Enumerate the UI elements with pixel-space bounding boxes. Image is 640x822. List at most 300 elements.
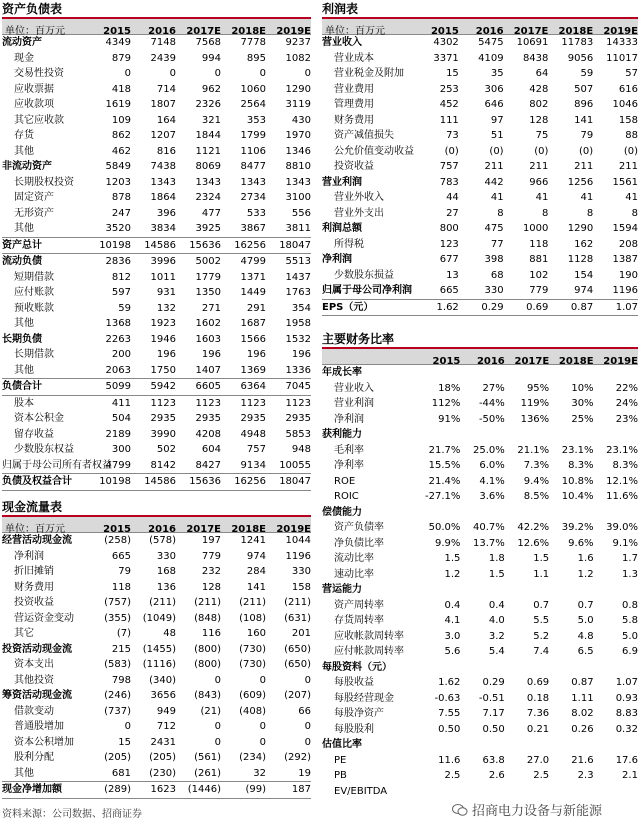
cell-value: 1011 [150, 271, 176, 283]
cell-value: 6.9 [622, 646, 638, 657]
cell-value: 1196 [612, 285, 638, 296]
cell-value: 0.69 [526, 677, 550, 688]
table-row [322, 144, 638, 160]
row-label: 应收帐款周转率 [334, 630, 404, 642]
table-row [322, 128, 638, 144]
cell-value: -44% [478, 398, 505, 409]
cell-value: 0 [214, 736, 221, 748]
cell-value: 17.6 [615, 754, 638, 766]
cell-value: 1368 [105, 318, 131, 329]
cell-value: 27 [446, 207, 459, 219]
cell-value: 1.2 [577, 568, 594, 580]
cell-value: 11017 [606, 52, 638, 64]
cell-value: 5475 [478, 37, 504, 48]
table-row [322, 737, 638, 753]
cell-value: 0.93 [615, 692, 638, 704]
table-row [322, 206, 638, 222]
cell-value: 1082 [285, 52, 311, 64]
cell-value: 3.2 [488, 630, 505, 642]
cell-value: 64 [535, 68, 549, 79]
cell-value: 1241 [240, 535, 266, 546]
cell-value: 102 [529, 269, 549, 281]
table-row [2, 657, 311, 673]
cell-value: 1343 [195, 176, 221, 188]
cell-value: 1369 [240, 364, 266, 376]
table-row [2, 190, 311, 206]
row-label: 净利润 [334, 413, 364, 425]
cell-value: 0.8 [622, 599, 638, 611]
wechat-icon [452, 803, 468, 817]
cell-value [416, 505, 460, 521]
cell-value: 5513 [285, 256, 311, 267]
table-row [322, 252, 638, 268]
cell-value: 3867 [240, 223, 266, 234]
table-row [322, 51, 638, 67]
cell-value: 7.4 [533, 646, 550, 657]
table-row [322, 458, 638, 474]
cell-value: (1446) [187, 784, 221, 795]
cell-value: 27.0 [526, 754, 550, 766]
table-row [322, 644, 638, 660]
row-label: 获利能力 [322, 429, 362, 440]
table-row [2, 128, 311, 144]
cell-value: 79 [580, 130, 594, 141]
cell-value: 949 [156, 705, 176, 717]
cell-value: 0.87 [570, 301, 594, 313]
cell-value: (800) [194, 643, 221, 655]
cell-value: (0) [534, 145, 549, 157]
cell-value: 8438 [522, 52, 549, 64]
row-label: 长期负债 [2, 333, 42, 345]
row-label: 现金 [14, 52, 34, 64]
table-row [2, 704, 311, 720]
cell-value: 247 [111, 207, 131, 219]
cell-value: 9.9% [434, 537, 461, 549]
cell-value: 1346 [285, 145, 311, 157]
row-label: 年成长率 [322, 367, 362, 378]
table-row [322, 598, 638, 614]
row-label: 其他 [14, 318, 34, 329]
cell-value: 430 [291, 114, 311, 126]
cell-value: (1116) [142, 659, 176, 670]
cell-value: (650) [284, 643, 311, 655]
cell-value: 3119 [285, 99, 311, 110]
cell-value [594, 784, 638, 800]
row-label: 公允价值变动收益 [334, 145, 414, 157]
year-header: 2016 [475, 26, 504, 37]
cell-value: 3925 [195, 223, 221, 234]
cell-value: 136% [520, 413, 550, 425]
cell-value: (211) [149, 597, 176, 608]
balance-sheet-title: 资产负债表 [2, 2, 63, 16]
cell-value: 7.36 [526, 708, 550, 719]
cell-value: 1958 [285, 318, 311, 329]
year-header: 2019E [276, 26, 311, 37]
cell-value: 1.7 [622, 553, 638, 564]
row-label: EV/EBITDA [334, 785, 388, 797]
cell-value: 6605 [195, 381, 221, 392]
cell-value: 27% [482, 382, 505, 394]
cell-value: 211 [574, 161, 594, 172]
cell-value: 816 [156, 145, 176, 157]
table-row [322, 629, 638, 645]
cell-value: 1060 [240, 83, 266, 95]
cell-value [505, 365, 549, 381]
cell-value: 5002 [195, 256, 221, 267]
cell-value: 2189 [105, 428, 131, 440]
cell-value: 66 [298, 705, 311, 717]
row-label: 每股股利 [334, 723, 374, 735]
cell-value [460, 365, 504, 381]
cell-value: 5.0 [622, 630, 638, 642]
cell-value: 4208 [195, 428, 221, 440]
cell-value: 477 [201, 207, 221, 219]
row-label: 营运能力 [322, 584, 362, 595]
cell-value: 8810 [285, 161, 311, 172]
row-label: ROIC [334, 491, 359, 502]
table-row [2, 766, 311, 782]
cell-value: 136 [156, 581, 176, 593]
cell-value: (21) [200, 705, 221, 717]
table-row [2, 549, 311, 565]
cell-value: 118 [529, 238, 549, 250]
cell-value: 1799 [240, 130, 266, 141]
row-label: 每股净资产 [334, 708, 384, 719]
row-label: 每股经营现金 [334, 692, 394, 704]
cell-value: 802 [529, 99, 549, 110]
row-label: 其它 [14, 628, 34, 639]
table-row [322, 567, 638, 583]
cell-value: 48 [163, 628, 176, 639]
table-row [2, 35, 311, 51]
table-row [2, 332, 311, 348]
cell-value [505, 505, 549, 521]
cell-value: 1123 [195, 397, 221, 409]
table-row [2, 66, 311, 82]
cell-value: 15 [118, 736, 131, 748]
cell-value: 79 [118, 566, 131, 577]
table-row [2, 442, 311, 458]
cell-value: 1106 [240, 145, 266, 157]
cell-value: 5.2 [533, 630, 550, 642]
row-label: 流动资产 [2, 37, 42, 48]
row-label: 净利率 [334, 460, 364, 471]
cell-value: 1387 [612, 254, 638, 265]
table-row [322, 722, 638, 738]
table-row [322, 536, 638, 552]
cell-value: 9.6% [568, 537, 594, 549]
cell-value: 1207 [150, 130, 176, 141]
cell-value: 948 [291, 444, 311, 455]
table-row [2, 82, 311, 98]
cell-value: (561) [194, 752, 221, 763]
cash-flow-title: 现金流量表 [2, 500, 63, 514]
cell-value: (730) [239, 659, 266, 670]
cell-value: 118 [111, 581, 131, 593]
cell-value: 1128 [567, 254, 594, 265]
cell-value: (211) [239, 597, 266, 608]
cell-value: 9.4% [523, 475, 550, 487]
row-label: 资产负债率 [334, 522, 384, 533]
cell-value: 41 [535, 192, 549, 203]
cell-value: 1123 [150, 397, 176, 409]
source-note: 资料来源：公司数据、招商证券 [2, 809, 142, 820]
table-row [2, 253, 311, 270]
cell-value: 757 [439, 161, 459, 172]
cell-value: 208 [618, 238, 638, 250]
row-label: 投资活动现金流 [2, 643, 72, 655]
row-label: 资本支出 [14, 659, 54, 670]
cell-value: 59 [118, 302, 131, 314]
table-row [2, 688, 311, 704]
cell-value: 1566 [240, 333, 266, 345]
cell-value: 604 [201, 444, 221, 455]
cell-value: 475 [484, 223, 504, 234]
cell-value: 2439 [150, 52, 176, 64]
cell-value: 681 [111, 767, 131, 779]
cell-value: 3996 [150, 256, 176, 267]
row-label: 净负债比率 [334, 537, 384, 549]
cell-value: 75 [535, 130, 549, 141]
cell-value: 1256 [567, 176, 594, 188]
cell-value: 714 [156, 83, 176, 95]
table-row [322, 66, 638, 82]
cell-value: (757) [104, 597, 131, 608]
cell-value: 16256 [234, 239, 266, 251]
cell-value: 5.4 [488, 646, 505, 657]
cell-value: (1049) [142, 612, 176, 624]
cell-value: 10691 [516, 37, 549, 48]
cell-value [594, 365, 638, 381]
cell-value: 91% [438, 413, 461, 425]
cell-value: 8477 [240, 161, 266, 172]
row-label: 归属于母公司所有者权益 [2, 459, 112, 471]
cell-value: 779 [529, 285, 549, 296]
cell-value: 0 [214, 68, 221, 79]
cell-value: 2935 [240, 413, 266, 424]
table-row [2, 735, 311, 751]
row-label: 净利润 [14, 550, 44, 562]
table-row [2, 750, 311, 766]
cell-value: 0.69 [526, 301, 549, 313]
row-label: 应付帐款周转率 [334, 646, 404, 657]
cell-value: 1.2 [444, 568, 461, 580]
cell-value: 0.26 [571, 723, 594, 735]
table-row [2, 580, 311, 596]
cell-value: 7.17 [482, 708, 505, 719]
cell-value: 190 [618, 269, 638, 281]
row-label: 营业利润 [334, 398, 374, 409]
cell-value: 0.7 [533, 599, 550, 611]
table-row [322, 753, 638, 769]
table-row [2, 221, 311, 237]
cell-value: (730) [239, 643, 266, 655]
cell-value: (205) [104, 752, 131, 763]
cell-value: 51 [490, 130, 504, 141]
cell-value: 41 [490, 192, 504, 203]
cell-value: 5.0 [577, 615, 594, 626]
cell-value: 1561 [612, 176, 638, 188]
row-label: 投资收益 [334, 161, 374, 172]
year-header: 2016 [148, 524, 176, 535]
cell-value: 128 [201, 581, 221, 593]
cell-value: 1844 [195, 130, 221, 141]
financial-ratios-rows [322, 365, 638, 799]
cell-value: 200 [111, 349, 131, 360]
table-row [322, 675, 638, 691]
cell-value: 1350 [195, 287, 221, 298]
cell-value: 18% [438, 382, 461, 394]
income-statement-header [322, 19, 638, 35]
row-label: 存货周转率 [334, 615, 384, 626]
cell-value: 18047 [279, 239, 311, 251]
cell-value: 141 [246, 581, 266, 593]
cell-value: 21.6 [571, 754, 594, 766]
cell-value: 14333 [606, 37, 638, 48]
cell-value: 8.83 [615, 708, 638, 719]
row-label: 其他 [14, 364, 34, 376]
table-row [2, 301, 311, 317]
row-label: 营业利润 [322, 176, 362, 188]
cell-value: 962 [201, 83, 221, 95]
cell-value: 2.1 [622, 770, 638, 781]
cell-value: (578) [149, 535, 176, 546]
cell-value: 6.0% [479, 460, 505, 471]
cell-value: 1.6 [577, 553, 594, 564]
cell-value: 330 [156, 550, 176, 562]
cell-value: -27.1% [425, 491, 461, 502]
row-label: 净利润 [322, 254, 352, 265]
cell-value: 12.6% [517, 537, 550, 549]
row-label: 营业外收入 [334, 192, 384, 203]
watermark-text: 招商电力设备与新能源 [472, 804, 603, 819]
cell-value [460, 505, 504, 521]
row-label: ROE [334, 475, 356, 487]
cell-value: 211 [529, 161, 549, 172]
cell-value: 4.1 [444, 615, 461, 626]
cell-value: 878 [111, 192, 131, 203]
table-row [2, 363, 311, 379]
cell-value: 97 [490, 114, 504, 126]
cell-value: 0.29 [482, 677, 505, 688]
table-row [2, 347, 311, 363]
cell-value: 128 [529, 114, 549, 126]
cell-value: 59 [580, 68, 594, 79]
cell-value: 291 [246, 302, 266, 314]
row-label: 无形资产 [14, 207, 54, 219]
cell-value: 779 [201, 550, 221, 562]
cell-value: 21.4% [428, 475, 461, 487]
cell-value: 23% [615, 413, 638, 425]
cell-value: (843) [194, 690, 221, 701]
cell-value: 9056 [567, 52, 594, 64]
cell-value: 0 [304, 736, 311, 748]
cell-value: 271 [201, 302, 221, 314]
cell-value: 11783 [561, 37, 594, 48]
cell-value: (0) [489, 145, 504, 157]
cell-value: 1123 [285, 397, 311, 409]
cell-value [549, 427, 593, 443]
cell-value: 1923 [150, 318, 176, 329]
cell-value: 452 [439, 99, 459, 110]
cell-value: 22% [615, 382, 638, 394]
cell-value [549, 505, 593, 521]
cell-value: 1196 [285, 550, 311, 562]
year-header: 2018E [231, 26, 266, 37]
cell-value: 462 [111, 145, 131, 157]
table-row [322, 35, 638, 51]
cell-value: 7438 [150, 161, 176, 172]
cell-value: 7778 [240, 37, 266, 48]
cell-value: 158 [618, 114, 638, 126]
row-label: 营运资金变动 [14, 612, 74, 624]
cell-value: 109 [111, 114, 131, 126]
cell-value: 160 [246, 628, 266, 639]
cell-value: (355) [104, 612, 131, 624]
cell-value: 2.5 [444, 770, 461, 781]
cell-value: 164 [156, 114, 176, 126]
cell-value: 2564 [240, 99, 266, 110]
cell-value: 14586 [144, 476, 176, 487]
cell-value: 2.5 [533, 770, 550, 781]
cell-value: 5849 [105, 161, 131, 172]
cell-value: 1343 [150, 176, 176, 188]
cell-value: 39.2% [561, 522, 594, 533]
income-statement-table [322, 2, 638, 316]
cell-value: (207) [284, 690, 311, 701]
cell-value: 196 [201, 349, 221, 360]
cell-value [460, 582, 504, 598]
row-label: 流动负债 [2, 256, 42, 267]
cell-value: 879 [111, 52, 131, 64]
table-row [322, 381, 638, 397]
cell-value: 8 [586, 207, 594, 219]
cell-value: 13.7% [473, 537, 505, 549]
cell-value: 0 [259, 721, 266, 732]
cell-value: 8.3% [612, 460, 638, 471]
cell-value: 63.8 [482, 754, 505, 766]
cell-value: 4.0 [488, 615, 505, 626]
row-label: 折旧摊销 [14, 566, 54, 577]
cell-value [594, 427, 638, 443]
cell-value: 15 [446, 68, 459, 79]
cell-value: 5853 [285, 428, 311, 440]
cell-value: 32 [253, 767, 266, 779]
cell-value: 1371 [240, 271, 266, 283]
cell-value: 0 [259, 68, 266, 79]
cell-value: 0 [304, 674, 311, 686]
cell-value: 0.50 [482, 723, 505, 735]
cell-value: 1970 [285, 130, 311, 141]
cell-value: 798 [111, 674, 131, 686]
cell-value [505, 737, 549, 753]
row-label: 少数股东损益 [334, 269, 394, 281]
table-row [2, 626, 311, 642]
cell-value: (1455) [142, 643, 176, 655]
row-label: 毛利率 [334, 444, 364, 456]
cell-value: (848) [194, 612, 221, 624]
table-row [322, 365, 638, 381]
cell-value: 896 [574, 99, 594, 110]
cell-value: (261) [194, 767, 221, 779]
table-row [322, 221, 638, 237]
row-label: 其他投资 [14, 674, 54, 686]
cell-value: 8 [497, 207, 504, 219]
balance-sheet-rows [2, 35, 311, 491]
unit-label: 单位：百万元 [5, 26, 65, 37]
cell-value: 13 [446, 269, 459, 281]
cell-value: (0) [623, 145, 638, 157]
